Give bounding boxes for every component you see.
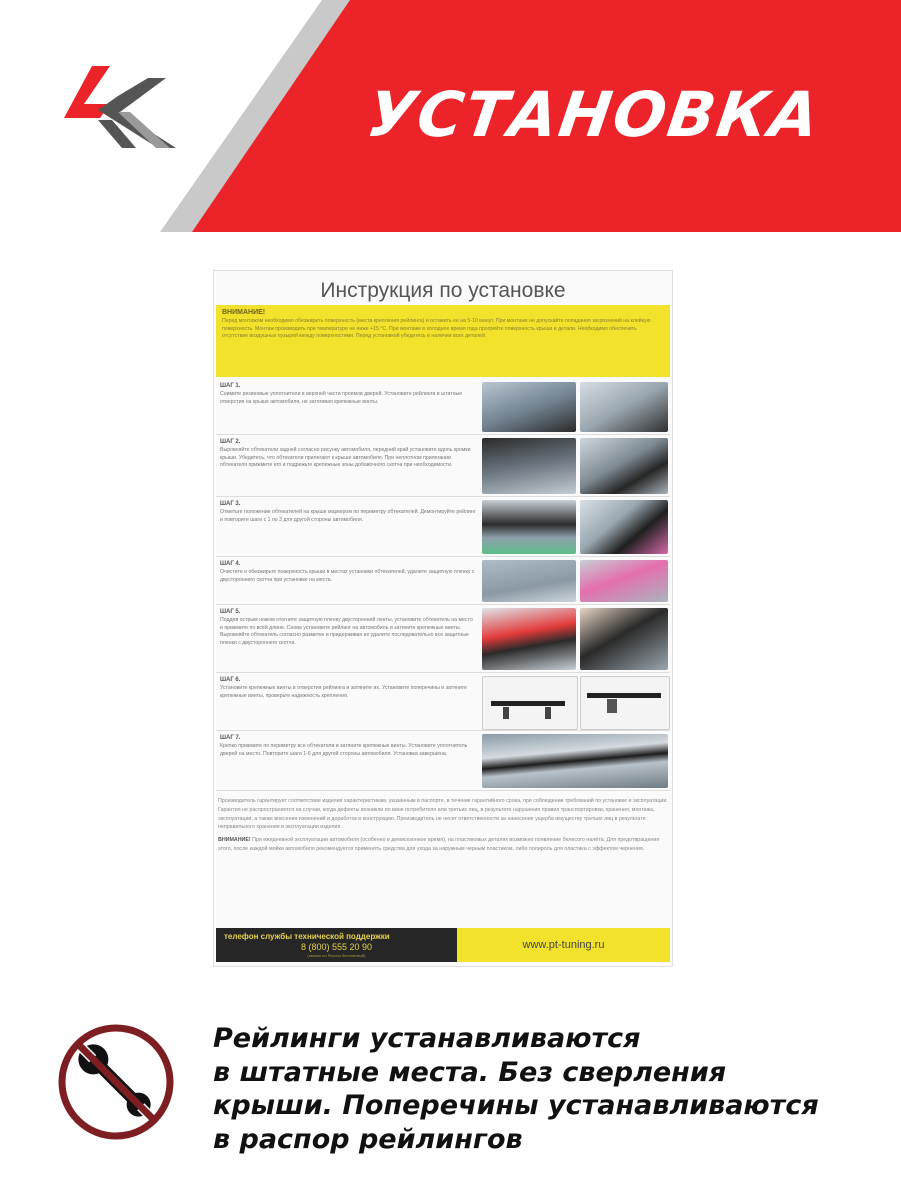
step-label: ШАГ 1. <box>220 383 241 389</box>
notice-line: крыши. Поперечины устанавливаются <box>213 1090 819 1121</box>
step-label: ШАГ 5. <box>220 609 241 615</box>
step-text: Снимите резиновые уплотнители в верхней части проемов дверей. Установите рейлинги в штатные отверстия на крыше автомобиля, не затягивая крепежные винты. <box>220 390 463 405</box>
warning-title: ВНИМАНИЕ! <box>222 309 266 316</box>
step-photo <box>482 438 576 494</box>
step-photo <box>580 500 668 554</box>
bottom-notice <box>213 1022 873 1156</box>
step-text: Поддев острым ножом отогните защитную пленку двусторонней ленты, установите обтекатель на место и прижмите по всей длине. Снова установите рейлинг на автомобиль и затяните крепежные винты. Выровняйте обтекатель согласно разметке и придерживая их удалите последовательно все защитные пленки с двустороннего скотча. <box>220 616 473 647</box>
step-7 <box>216 731 670 791</box>
step-diagram <box>482 676 578 730</box>
ak-logo <box>64 66 176 148</box>
step-text: Выровняйте обтекатели задней согласно рисунку автомобиля, передний край установите вдоль кромки крыши. Убедитесь, что обтекатели прилегают к крыше автомобиля. При неплотном прилегании обтекателя прижмите его и подрежьте крепежные зоны добавочного скотча при необходимости. <box>220 446 471 469</box>
step-2 <box>216 435 670 497</box>
support-bar <box>216 928 457 962</box>
step-photo <box>482 560 576 602</box>
warning-text: Перед монтажом необходимо обезжирить поверхность (места крепления рейлинга) и оставить ее на 5-10 минут. При монтаже не допускайте попадания загрязнений на клейкую поверхность. Монтаж производить при температуре не ниже +15 °С. При монтаже в холодное время года прогрейте поверхность крыши и детали. Необходимо обеспечить отсутствие воздушных пузырей между поверхностями. Перед установкой убедитесь в наличии всех деталей. <box>222 318 651 339</box>
step-1 <box>216 379 670 435</box>
step-text: Установите крепежные винты в отверстия рейлинга и затяните их. Установите поперечины и затяните крепежные винты, проверьте надежность крепления. <box>220 684 467 699</box>
step-photo <box>482 382 576 432</box>
instruction-sheet <box>213 270 673 967</box>
no-wrench-icon <box>58 1024 174 1140</box>
step-label: ШАГ 2. <box>220 439 241 445</box>
step-photo <box>580 560 668 602</box>
step-photo <box>580 438 668 494</box>
step-label: ШАГ 3. <box>220 501 241 507</box>
banner-title: УСТАНОВКА <box>362 78 826 151</box>
care-warning-label: ВНИМАНИЕ! <box>218 837 251 844</box>
step-text: Крепко прижмите по периметру все обтекатели и затяните крепежные винты. Установите уплотнитель дверей на место. Повторите шаги 1-6 для другой стороны автомобиля. Установка завершена. <box>220 742 468 757</box>
step-3 <box>216 497 670 557</box>
website-link: www.pt-tuning.ru <box>457 928 670 962</box>
notice-line: Рейлинги устанавливаются <box>213 1023 641 1054</box>
step-photo <box>482 500 576 554</box>
step-label: ШАГ 7. <box>220 735 241 741</box>
warning-box <box>216 305 670 377</box>
step-photo <box>580 382 668 432</box>
step-photo-car <box>482 734 668 788</box>
step-label: ШАГ 4. <box>220 561 241 567</box>
guarantee-section <box>218 797 668 854</box>
step-4 <box>216 557 670 605</box>
guarantee-text: Производитель гарантирует соответствие изделия характеристикам, указанным в паспорте, в течение гарантийного срока, при соблюдении требований по установке и эксплуатации. Гарантия не распространяется на случаи, когда дефекты возникли по вине потребителя или третьих лиц, в результате нарушения правил транспортировки, хранения, монтажа, эксплуатации, а также внесения изменений и доработок в конструкцию. Производитель не несет ответственности за нанесение ущерба имуществу третьих лиц в результате неправильного хранения и эксплуатации изделия. <box>218 798 668 831</box>
step-5 <box>216 605 670 673</box>
sheet-title: Инструкция по установке <box>320 279 566 302</box>
support-phone: 8 (800) 555 20 90 <box>300 942 373 952</box>
notice-line: в распор рейлингов <box>213 1123 523 1155</box>
step-photo <box>580 608 668 670</box>
notice-line: в штатные места. Без сверления <box>213 1056 727 1088</box>
support-label: телефон службы технической поддержки <box>224 932 390 941</box>
step-text: Очистите и обезжирьте поверхность крыши в местах установки обтекателей, удалите защитную пленку с двустороннего скотча при установке на места. <box>220 568 475 583</box>
step-diagram <box>580 676 670 730</box>
care-warning-text: При ежедневной эксплуатации автомобиля (особенно в демисезонное время), на пластиковых деталях возможно появление белесого налёта. Для предотвращения этого, после каждой мойки автомобиля рекомендуется применять средства для ухода за наружным черным пластиком, либо полироль для пластика с эффектом чернения. <box>218 837 660 852</box>
step-photo <box>482 608 576 670</box>
support-note: (звонок по России бесплатный) <box>307 953 366 958</box>
step-6 <box>216 673 670 731</box>
step-label: ШАГ 6. <box>220 677 241 683</box>
step-text: Отметьте положение обтекателей на крыше маркером по периметру обтекателей. Демонтируйте рейлинг и повторите шаги с 1 по 3 для другой стороны автомобиля. <box>220 508 476 523</box>
